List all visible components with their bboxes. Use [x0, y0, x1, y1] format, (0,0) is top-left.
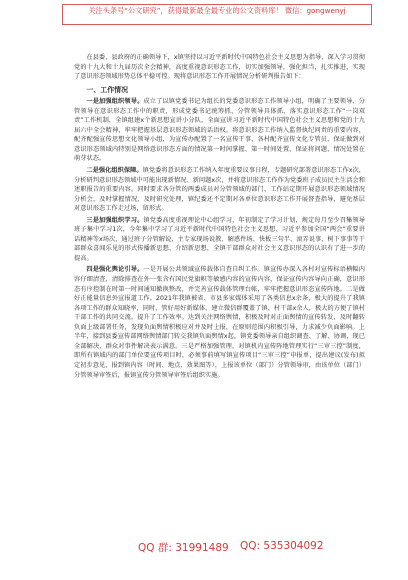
item-body-4: 一是开展公共领域宣传载体自查自纠工作。镇宣传办深入各村对宣传标语横幅内容仔细清查，清除排查在外一张含有国民党旗帜等敏感内容的宣传内容，保证宣传内容导向正确，意识形态有序控制在时第一时间通知撤换整改，并完善宣传载体管理台帐，牢牢把握意识形态宣传阵地。二是做好正能量信息外宣报道工作。2021年我镇被省、市县多家媒体采用了各类信息x余条，极大的提升了我镇各项工作的群众知晓率，同时，管好用好新媒体，建立微信群覆盖了镇、村干部x余人，极大的方便了镇村干部工作的共同交流。提升了工作效率。达到关注网络舆情，积极及时对正面舆情的宣传转发，及时翻转负面上级部署任务，发现负面舆情积极应对并及时上报，在原则范围内积极引导，力求减少负面影响。上半年，接到县委宣传部网络舆情部门转交我镇负面舆情x起，镇党委领导亲自组织调查、了解、协调，现已全部解决，群众对事件解决表示满意。三是严格加强管理，对镇机内宣传阵地管理实行“三审三控”制度，即所有镇域内的部门单位要宣传项目时，必须事前填写镇宣传项目“三审三控”申报单，提出建议(发布)拟定初步意见，报到镇内容（时间、地点、效果图等），上报该单位（部门）分管领导审，由该单位（部门）分管领导审签后，报镇宣传分管领导审签后组织实施。: [74, 266, 365, 379]
item-paragraph-4: [74, 265, 365, 380]
item-title-4: 四是强化舆论引导。: [86, 266, 144, 274]
item-title-3: 三是加强组织学习。: [86, 216, 144, 224]
top-banner: [0, 0, 408, 40]
item-body-3: 镇党委高度重视理论中心组学习，年初制定了学习计划，规定每月至少召集领导班子集中学习1次，今年集中学习了习近平新时代中国特色社会主义思想、习近平参加全国“两会”重要讲话精神等x场次，通过班子分管解说，主专家现场说教、解惑件场、快板三句半、滚弄说事、树下事事等干部群众喜闻乐见的形式传播新思想、介绍新思想，全镇干部群众对社会主义意识形态的认识有了进一步的提高。: [74, 216, 365, 262]
footer-contacts: [0, 540, 408, 564]
item-title-1: 一是加强组织领导。: [86, 98, 144, 106]
item-paragraph-2: [74, 166, 365, 214]
item-title-2: 二是强化组织保障。: [86, 167, 143, 175]
item-paragraph-3: [74, 216, 365, 264]
intro-paragraph: 在县委、县政府的正确领导下，x镇坚持以习近平新时代中国特色社会主义思想为指导，深入学习贯彻党的十九大和十九届历次全会精神，高度重视意识形态工作，切实加强领导，强化担当，扎实推进，实现了意识形态领域形势总体平稳可控。现将意识形态工作开展情况分析研判报告如下：: [74, 54, 365, 81]
document-body: [74, 53, 365, 523]
qq-group-text: QQ 群: 31991489: [138, 542, 229, 554]
item-body-1: 成立了以镇党委书记为组长的党委意识形态工作领导小组，明确了主要领导、分管领导在意识形态工作中的职责，形成党委书记统筹抓、分管领导具体抓，落实意识形态工作“一岗双责”工作机制，全镇组建x个新思想宣讲小分队，全面宣讲习近平新时代中国特色社会主义思想和党的十九届六中全会精神，牢牢把握基层意识形态领域的话语权。将意识形态工作纳入监督执纪问责的重要内容，配齐配强宣传思想文化领导小组，为宣传办配置了一名宣传干事，各村配齐宣传文化专管员，保证做到对意识形态领域内特别是网络意识形态方面的情况第一时间掌握、第一时间处置，保证将问题、情况处置在萌芽状态。: [74, 98, 365, 163]
section-heading: 一、工作情况: [86, 85, 129, 94]
item-body-2: 镇党委将意识形态工作纳入年度重要议事日程，专题研究部署意识形态工作x次，分析研判意识形态领域中可能出现新情况、新问题x次，并将意识形态工作作为党委班子成员民主生活会和述职报告的重要内容。同时要求各分管的两委成员对分管领域的部门、工作站定期开展意识形态领域情况分析会，及时掌握情况，及时研究处理，镇纪委还不定期对各单位意识形态工作开展督查指导，避免基层对意识形态工作走过场，留形式。: [74, 167, 365, 213]
item-paragraph-1: [74, 97, 365, 164]
banner-notice: 关注头条号“公文研究”，获得最新最全最专业的公文资料库！ 微信：gongwenyj: [62, 4, 372, 25]
qq-number-text: QQ: 535304092: [240, 540, 324, 552]
